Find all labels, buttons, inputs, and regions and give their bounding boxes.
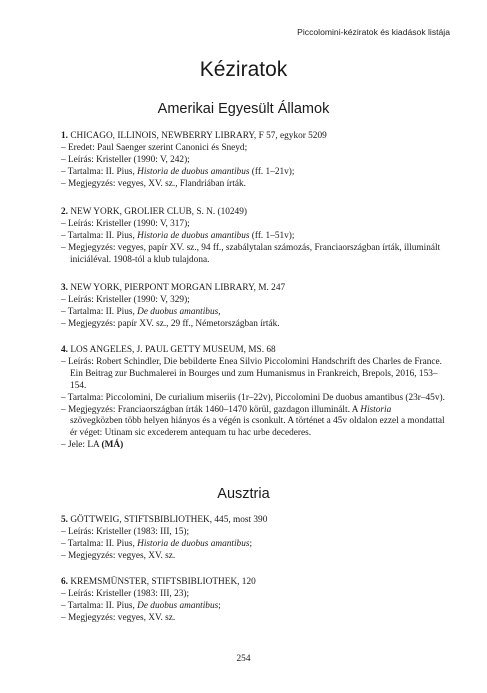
entry-heading [61, 577, 445, 589]
entry-heading [61, 131, 445, 143]
page-number: 254 [236, 654, 251, 664]
entry-number: 2. [61, 207, 68, 217]
entry-line: – Leírás: Kristeller (1990: V, 242); [61, 154, 190, 165]
running-head: Piccolomini-kéziratok és kiadások listája [297, 27, 450, 37]
entry-line: – Megjegyzés: papír XV. sz., 29 ff., Németországban írták. [61, 318, 280, 329]
entry-location: CHICAGO, ILLINOIS, NEWBERRY LIBRARY, F 57, egykor 5209 [70, 131, 327, 141]
entry-heading [61, 515, 445, 527]
entry-number: 1. [61, 131, 68, 141]
entry-line: – Leírás: Kristeller (1990: V, 317); [61, 218, 190, 229]
entry-location: NEW YORK, PIERPONT MORGAN LIBRARY, M. 247 [70, 283, 286, 293]
entry-heading [61, 207, 445, 219]
entry-location: KREMSMÜNSTER, STIFTSBIBLIOTHEK, 120 [70, 577, 256, 587]
manuscript-entry [61, 577, 445, 625]
entry-location: GÖTTWEIG, STIFTSBIBLIOTHEK, 445, most 390 [70, 515, 268, 525]
entry-line: – Megjegyzés: vegyes, XV. sz. [61, 550, 176, 561]
entry-line: – Tartalma: II. Pius, Historia de duobus amantibus; [61, 538, 253, 549]
page-title: Kéziratok [199, 58, 288, 81]
entry-line: – Leírás: Robert Schindler, Die bebilderte Enea Silvio Piccolomini Handschrift des Charles de France. Ein Beitrag zur Buchmalerei in Bourges und zum Humanismus in Frankreich, Brepols, 2016, 153–154. [61, 356, 442, 391]
entry-location: NEW YORK, GROLIER CLUB, S. N. (10249) [70, 207, 247, 217]
manuscript-entry [61, 207, 445, 267]
entry-line: – Tartalma: Piccolomini, De curialium miseriis (1r–22v), Piccolomini De duobus amantibus (23r–45v). [61, 392, 445, 403]
entry-line: – Megjegyzés: Franciaországban írták 1460–1470 körül, gazdagon illuminált. A Historia szövegközben több helyen hiányos és a végén is csonkult. A történet a 45v oldalon ezzel a mondattal ér véget: Utinam sic excederem antequam tu hac urbe decederes. [61, 404, 445, 439]
entry-line: – Eredet: Paul Saenger szerint Canonici és Sneyd; [61, 142, 248, 153]
entry-line: – Tartalma: II. Pius, Historia de duobus amantibus (ff. 1–51v); [61, 230, 295, 241]
entry-line: – Tartalma: II. Pius, Historia de duobus amantibus (ff. 1–21v); [61, 166, 295, 177]
entry-line: – Tartalma: II. Pius, De duobus amantibus, [61, 306, 221, 317]
entry-line: – Megjegyzés: vegyes, XV. sz., Flandriában írták. [61, 178, 246, 189]
entry-line: – Tartalma: II. Pius, De duobus amantibus; [61, 600, 221, 611]
entry-location: LOS ANGELES, J. PAUL GETTY MUSEUM, MS. 68 [70, 345, 276, 355]
manuscript-entry [61, 345, 445, 452]
entry-line: – Megjegyzés: vegyes, XV. sz. [61, 612, 176, 623]
manuscript-entry [61, 515, 445, 563]
entry-line: – Leírás: Kristeller (1983: III, 23); [61, 588, 190, 599]
entry-line: – Leírás: Kristeller (1983: III, 15); [61, 526, 190, 537]
section-heading-austria: Ausztria [217, 486, 270, 502]
entry-heading [61, 283, 445, 295]
manuscript-entry [61, 131, 445, 191]
section-heading-usa: Amerikai Egyesült Államok [157, 101, 330, 117]
entry-number: 6. [61, 577, 68, 587]
entry-number: 3. [61, 283, 68, 293]
entry-number: 5. [61, 515, 68, 525]
entry-line: – Jele: LA (MÁ) [61, 440, 124, 451]
siglum: (MÁ) [101, 440, 124, 451]
entry-number: 4. [61, 345, 68, 355]
manuscript-entry [61, 283, 445, 331]
entry-line: – Leírás: Kristeller (1990: V, 329); [61, 294, 190, 305]
entry-heading [61, 345, 445, 357]
entry-line: – Megjegyzés: vegyes, papír XV. sz., 94 ff., szabálytalan számozás, Franciaországban írták, illuminált iniciáléval. 1908-tól a klub tulajdona. [61, 242, 441, 265]
